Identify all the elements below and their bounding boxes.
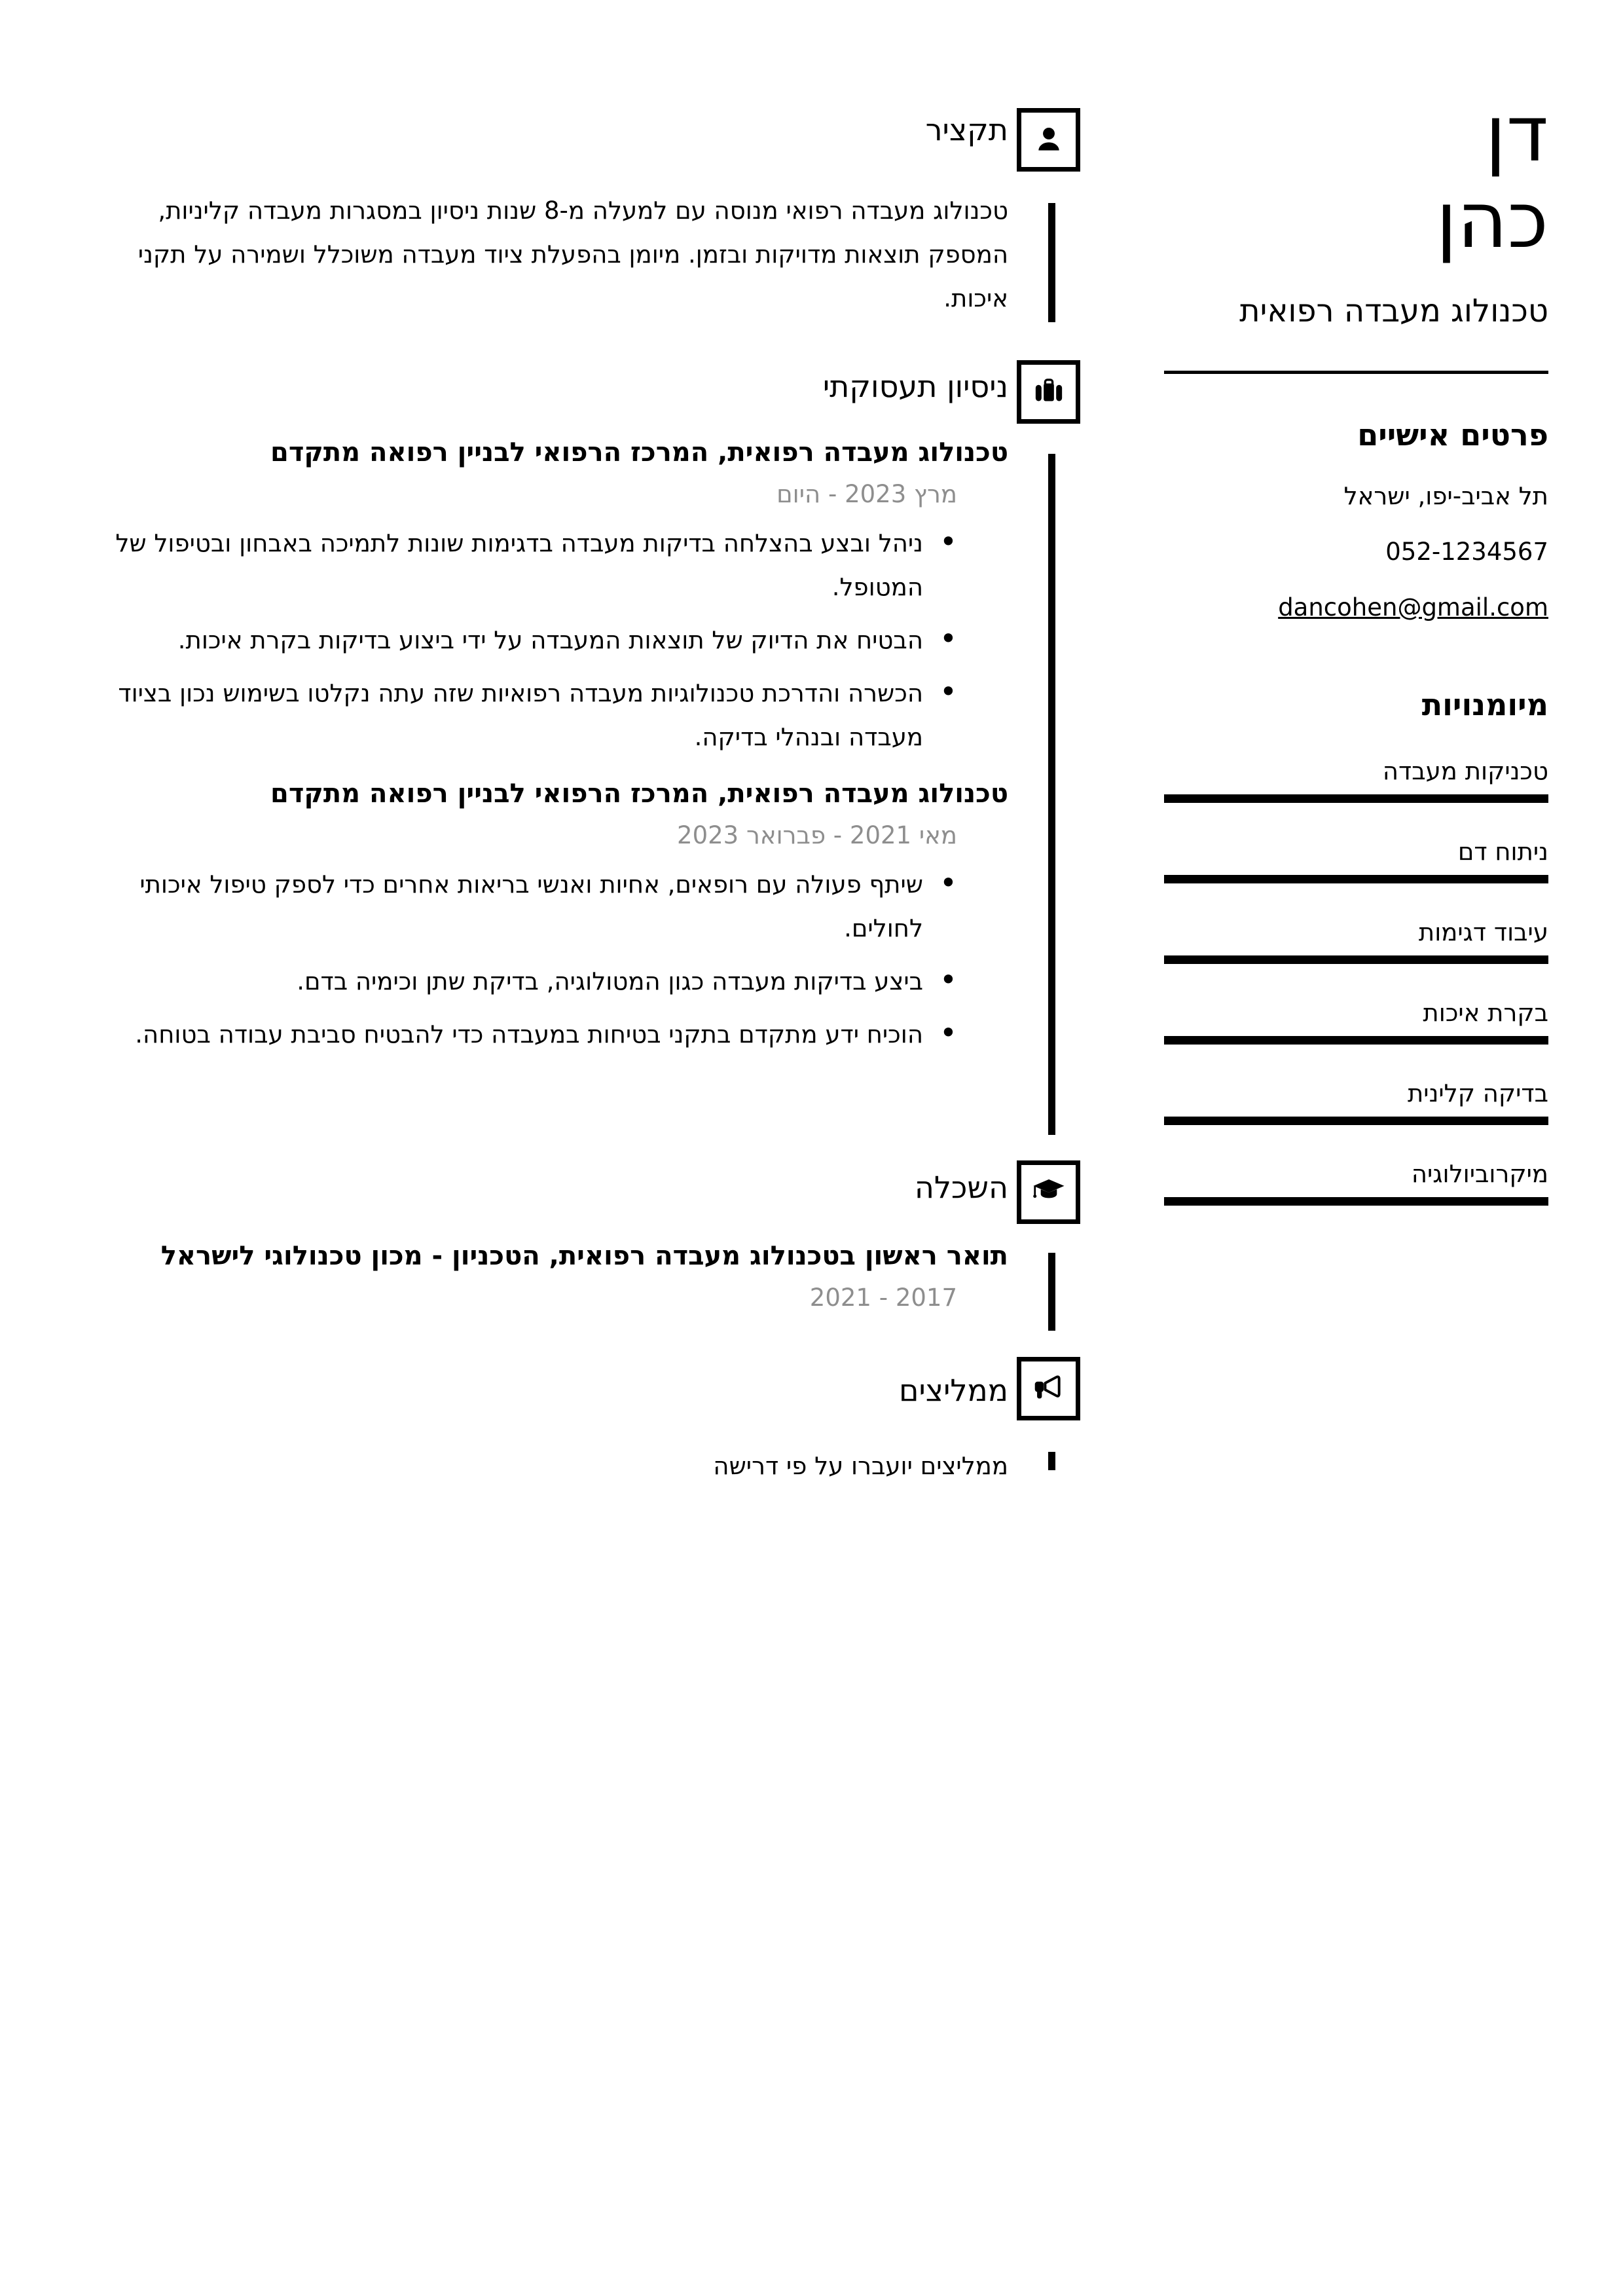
person-job-title: טכנולוג מעבדה רפואית [1239, 293, 1548, 329]
email-link[interactable]: dancohen@gmail.com [1278, 593, 1548, 621]
education-section [98, 1169, 1008, 1314]
job-title: טכנולוג מעבדה רפואית, המרכז הרפואי לבניין רפואה מתקדם [270, 437, 1008, 468]
job-bullet: • ניהל ובצע בהצלחה בדיקות מעבדה בדגימות שונות לתמיכה באבחון ובטיפול של המטופל. [98, 521, 923, 609]
skills-header: מיומנויות [1421, 687, 1548, 722]
job-bullet: • הוכיח ידע מתקדם בתקני בטיחות במעבדה כדי להבטיח סביבת עבודה בטוחה. [98, 1012, 923, 1056]
timeline-segment [1048, 1253, 1055, 1331]
job-dates: מרץ 2023 - היום [776, 480, 957, 508]
skill-label: עיבוד דגימות [1418, 918, 1548, 946]
skill-item [1164, 755, 1548, 803]
person-last-name: כהן [1436, 175, 1548, 265]
personal-details-list [1164, 480, 1548, 647]
job-bullet: • הכשרה והדרכת טכנולוגיות מעבדה רפואיות שזה עתה נקלטו בשימוש נכון בציוד מעבדה ובנהלי בדיקה. [98, 671, 923, 759]
experience-section [98, 368, 1008, 1065]
job-dates: מאי 2021 - פברואר 2023 [677, 821, 957, 849]
skills-list [1164, 755, 1548, 1238]
references-text: ממליצים יועברו על פי דרישה [713, 1452, 1008, 1480]
skill-label: מיקרוביולוגיה [1411, 1160, 1548, 1188]
graduation-cap-icon [1030, 1174, 1067, 1211]
skill-label: ניתוח דם [1457, 838, 1548, 866]
skill-item [1164, 1077, 1548, 1125]
skill-label: בדיקה קלינית [1407, 1079, 1548, 1107]
person-name [1436, 90, 1548, 263]
jobs-list [98, 435, 1008, 1056]
job-entry [98, 776, 1008, 1056]
job-bullet: • שיתף פעולה עם רופאים, אחיות ואנשי בריאות אחרים כדי לספק טיפול איכותי לחולים. [98, 862, 923, 950]
skill-label: בקרת איכות [1423, 999, 1548, 1027]
skill-bar [1164, 1197, 1548, 1206]
email-item [1164, 591, 1548, 624]
education-dates: 2017 - 2021 [809, 1284, 957, 1312]
phone-text: 052-1234567 [1385, 538, 1548, 566]
job-bullets [98, 862, 1008, 1056]
skill-bar [1164, 1117, 1548, 1125]
megaphone-icon [1030, 1371, 1067, 1407]
skill-bar-fill [1164, 1197, 1548, 1206]
summary-header: תקציר [925, 112, 1008, 147]
location-text: תל אביב-יפו, ישראל [1343, 482, 1548, 510]
job-bullet: • ביצע בדיקות מעבדה כגון המטולוגיה, בדיקת שתן וכימיה בדם. [98, 959, 923, 1003]
summary-text: טכנולוג מעבדה רפואי מנוסה עם למעלה מ-8 שנות ניסיון במסגרות מעבדה קליניות, המספק תוצאות מדויקות ובזמן. מיומן בהפעלת ציוד מעבדה משוכלל ושמירה על תקני איכות. [137, 196, 1008, 312]
experience-icon-box [1017, 360, 1080, 424]
references-section [98, 1372, 1008, 1486]
education-header: השכלה [914, 1170, 1008, 1205]
skill-bar [1164, 875, 1548, 883]
summary-icon-box [1017, 108, 1080, 172]
skill-item [1164, 836, 1548, 883]
skill-bar-fill [1164, 1117, 1548, 1125]
timeline-segment [1048, 1452, 1055, 1470]
skill-bar [1164, 794, 1548, 803]
job-bullet: • הבטיח את הדיוק של תוצאות המעבדה על ידי ביצוע בדיקות בקרת איכות. [98, 618, 923, 662]
education-icon-box [1017, 1160, 1080, 1224]
timeline-segment [1048, 203, 1055, 322]
timeline-segment [1048, 454, 1055, 1135]
summary-section [98, 111, 1008, 320]
job-bullets [98, 521, 1008, 759]
sidebar-divider [1164, 371, 1548, 374]
skill-bar-fill [1164, 875, 1548, 883]
references-header: ממליצים [898, 1373, 1008, 1408]
skill-bar [1164, 955, 1548, 964]
skill-bar-fill [1164, 955, 1548, 964]
experience-header: ניסיון תעסוקתי [822, 369, 1008, 404]
job-title: טכנולוג מעבדה רפואית, המרכז הרפואי לבניין רפואה מתקדם [270, 779, 1008, 809]
skill-item [1164, 997, 1548, 1045]
skill-bar-fill [1164, 794, 1548, 803]
skill-item [1164, 916, 1548, 964]
skill-bar-fill [1164, 1036, 1548, 1045]
degree-title: תואר ראשון בטכנולוג מעבדה רפואית, הטכניון - מכון טכנולוגי לישראל [160, 1241, 1008, 1271]
references-icon-box [1017, 1357, 1080, 1420]
skill-bar [1164, 1036, 1548, 1045]
personal-details-header: פרטים אישיים [1357, 417, 1548, 453]
skill-item [1164, 1158, 1548, 1206]
person-first-name: דן [1485, 88, 1548, 179]
skill-label: טכניקות מעבדה [1382, 757, 1548, 785]
briefcase-icon [1030, 374, 1067, 411]
job-entry [98, 435, 1008, 759]
person-icon [1030, 122, 1067, 158]
